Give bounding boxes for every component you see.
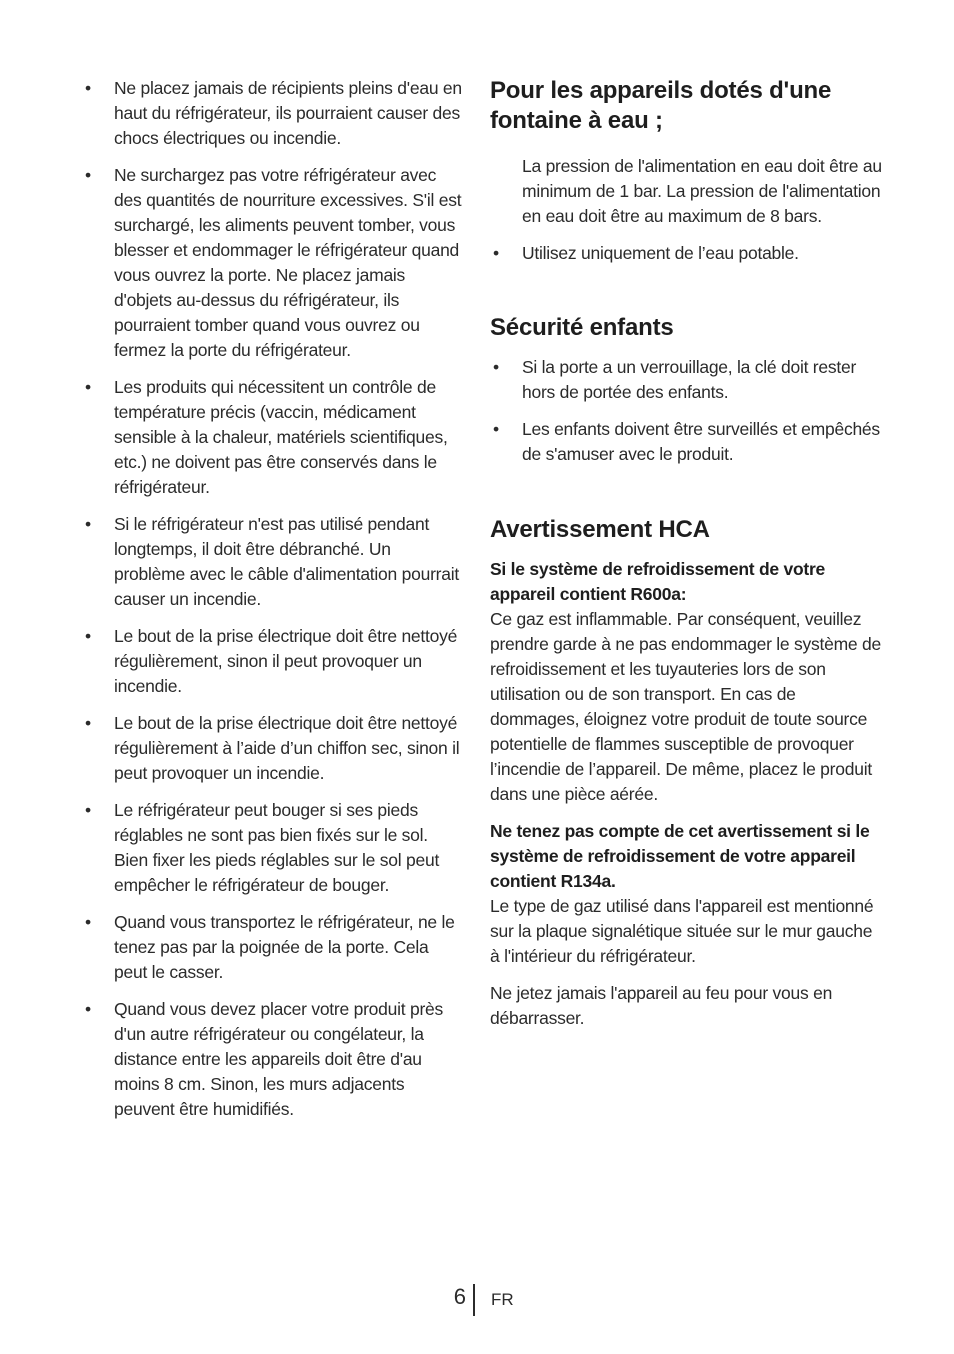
- list-item-text: Le réfrigérateur peut bouger si ses pieds réglables ne sont pas bien fixés sur le sol. Bien fixer les pieds réglables sur le sol peut empêcher le réfrigérateur de bouger.: [114, 800, 440, 895]
- r134a-text: Le type de gaz utilisé dans l'appareil est mentionné sur la plaque signalétique située sur le mur gauche à l'intérieur du réfrigérateur.: [490, 896, 874, 966]
- water-pressure-text: La pression de l'alimentation en eau doit être au minimum de 1 bar. La pression de l'alimentation en eau doit être au maximum de 8 bars.: [522, 156, 882, 226]
- list-item: [82, 163, 466, 363]
- list-item-text: Ne placez jamais de récipients pleins d'eau en haut du réfrigérateur, ils pourraient causer des chocs électriques ou incendie.: [114, 78, 462, 148]
- water-bullet-list: [490, 241, 882, 266]
- list-item-text: Les produits qui nécessitent un contrôle de température précis (vaccin, médicament sensible à la chaleur, matériels scientifiques, etc.) ne doivent pas être conservés dans le réfrigérateur.: [114, 377, 448, 497]
- water-fountain-heading: Pour les appareils dotés d'une fontaine à eau ;: [490, 77, 832, 134]
- r600a-title: Si le système de refroidissement de votre appareil contient R600a:: [490, 559, 826, 604]
- bullet-icon: •: [85, 912, 91, 932]
- list-item: [82, 76, 466, 151]
- list-item: [490, 241, 882, 266]
- bullet-icon: •: [85, 377, 91, 397]
- list-item: [82, 798, 466, 898]
- list-item-text: Si le réfrigérateur n'est pas utilisé pendant longtemps, il doit être débranché. Un problème avec le câble d'alimentation pourrait causer un incendie.: [114, 514, 459, 609]
- list-item-text: Le bout de la prise électrique doit être nettoyé régulièrement à l’aide d’un chiffon sec, sinon il peut provoquer un incendie.: [114, 713, 460, 783]
- list-item-text: Le bout de la prise électrique doit être nettoyé régulièrement, sinon il peut provoquer un incendie.: [114, 626, 458, 696]
- child-safety-heading: Sécurité enfants: [490, 314, 674, 341]
- list-item: [490, 417, 882, 467]
- disposal-warning-text: Ne jetez jamais l'appareil au feu pour vous en débarrasser.: [490, 983, 833, 1028]
- list-item: [82, 624, 466, 699]
- list-item-text: Quand vous devez placer votre produit près d'un autre réfrigérateur ou congélateur, la distance entre les appareils doit être d'au moins 8 cm. Sinon, les murs adjacents peuvent être humidifiés.: [114, 999, 443, 1119]
- list-item-text: Les enfants doivent être surveillés et empêchés de s'amuser avec le produit.: [522, 419, 880, 464]
- list-item: [82, 375, 466, 500]
- list-item: [82, 997, 466, 1122]
- bullet-icon: •: [493, 419, 499, 439]
- list-item-text: Quand vous transportez le réfrigérateur, ne le tenez pas par la poignée de la porte. Cela peut le casser.: [114, 912, 455, 982]
- bullet-icon: •: [85, 999, 91, 1019]
- r134a-title: Ne tenez pas compte de cet avertissement si le système de refroidissement de votre appareil contient R134a.: [490, 821, 870, 891]
- list-item: [490, 355, 882, 405]
- bullet-icon: •: [85, 800, 91, 820]
- bullet-icon: •: [85, 626, 91, 646]
- safety-bullet-list: [82, 76, 466, 1122]
- bullet-icon: •: [493, 357, 499, 377]
- list-item: [82, 512, 466, 612]
- page-number: 6: [453, 1284, 466, 1309]
- language-code: FR: [491, 1290, 514, 1309]
- footer-divider: [473, 1284, 475, 1316]
- list-item-text: Si la porte a un verrouillage, la clé doit rester hors de portée des enfants.: [522, 357, 857, 402]
- bullet-icon: •: [85, 78, 91, 98]
- child-safety-bullet-list: [490, 355, 882, 467]
- list-item-text: Utilisez uniquement de l’eau potable.: [522, 243, 799, 263]
- bullet-icon: •: [85, 713, 91, 733]
- page-footer: [0, 1282, 954, 1316]
- bullet-icon: •: [85, 165, 91, 185]
- list-item: [82, 711, 466, 786]
- r600a-text: Ce gaz est inflammable. Par conséquent, veuillez prendre garde à ne pas endommager le système de refroidissement et les tuyauteries lors de son utilisation ou de son transport. En cas de dommages, éloignez votre produit de toute source potentielle de flammes susceptible de provoquer l’incendie de l’appareil. De même, placez le produit dans une pièce aérée.: [490, 609, 881, 804]
- list-item-text: Ne surchargez pas votre réfrigérateur avec des quantités de nourriture excessives. S'il est surchargé, les aliments peuvent tomber, vous blesser et endommager le réfrigérateur quand vous ouvrez la porte. Ne placez jamais d'objets au-dessus du réfrigérateur, ils pourraient tomber quand vous ouvrez ou fermez la porte du réfrigérateur.: [114, 165, 462, 360]
- hca-warning-heading: Avertissement HCA: [490, 516, 710, 543]
- list-item: [82, 910, 466, 985]
- right-column: [490, 76, 882, 1031]
- left-column: [82, 76, 466, 1134]
- bullet-icon: •: [493, 243, 499, 263]
- bullet-icon: •: [85, 514, 91, 534]
